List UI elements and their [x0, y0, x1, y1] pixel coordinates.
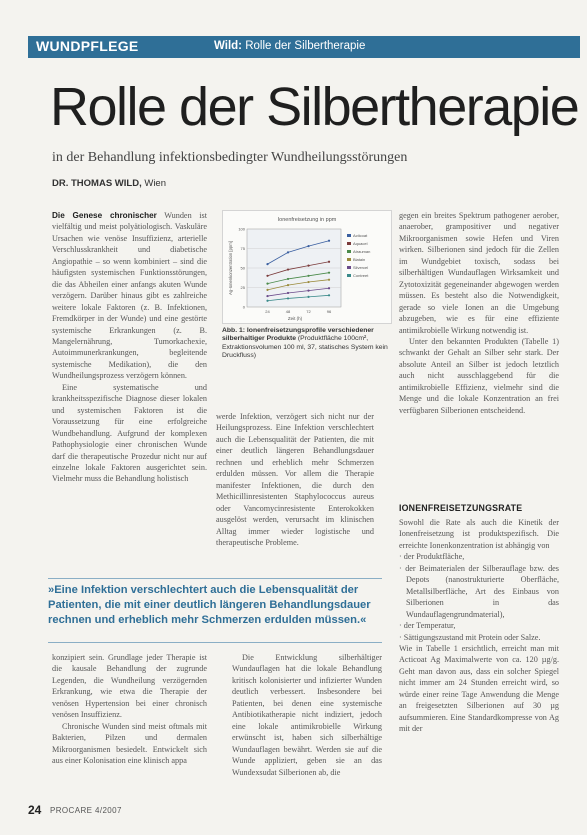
chart-y-label: Ag-Ionenkonzentration [ppm]	[228, 241, 233, 295]
x-tick-label: 48	[285, 309, 291, 314]
data-point	[328, 287, 330, 289]
y-tick-label: 75	[240, 246, 245, 251]
pull-quote-rule-bottom	[48, 642, 382, 643]
subheading: IONENFREISETZUNGSRATE	[399, 503, 523, 513]
author-line	[52, 178, 166, 189]
column-1-upper	[52, 210, 207, 485]
column-3-lower	[399, 517, 559, 735]
paragraph: werde Infektion, verzögert sich nicht nur der Heilungsprozess. Eine Infektion verschlechtert auch die Lebensqualität der Patienten, die mit einer deutlich längeren Behandlungsdauer rechnen und erheblich mehr Schmerzen erdulden müssen. Vor allem die Therapie manifester Infektionen, die durch den Methicillinresistenten Staphylococcus aureus oder Vancomycinresistente Enterokokken ausgelöst werden, verursacht im klinischen Alltag immer wieder logistische und therapeutische Probleme.	[216, 412, 374, 547]
list-item: · Sättigungszustand mit Protein oder Salze.	[399, 632, 541, 642]
data-point	[287, 297, 289, 299]
author-location: Wien	[144, 178, 167, 189]
data-point	[266, 300, 268, 302]
data-point	[328, 294, 330, 296]
caption-text: (Produktfläche 100cm², Extraktionsvolumen 100 ml, 37, statisches System kein Druckfluss)	[222, 335, 388, 359]
data-point	[307, 296, 309, 298]
data-point	[287, 284, 289, 286]
paragraph	[52, 210, 207, 382]
list-item: · der Beimaterialen der Silberauflage bzw. des Depots (nanostrukturierte Oberfläche, Metallsilberfläche, Art des Einbaus von Silberionen in das Wundauflagengrundmaterial),	[399, 563, 559, 619]
y-tick-label: 50	[240, 265, 245, 271]
pull-quote: »Eine Infektion verschlechtert auch die Lebensqualität der Patienten, die mit einer deutlich längeren Behandlungsdauer rechnen und erheblich mehr Schmerzen erdulden müssen.«	[48, 584, 371, 626]
paragraph: Wie in Tabelle 1 ersichtlich, erreicht man mit Acticoat Ag Maximalwerte von ca. 120 µg/g. Geht man davon aus, dass ein solcher Spiegel nicht immer am 24 Stunden erreicht wird, so würde einer reine Tage Anwendung die Menge an freigesetzten Silberionen auf 30 µg aufsummieren. Eine Standardkompresse von Ag mit der	[399, 643, 559, 734]
lead-in: Die Genese chronischer	[52, 211, 157, 220]
data-point	[328, 240, 330, 242]
x-tick-label: 24	[265, 309, 270, 314]
data-point	[287, 251, 289, 253]
legend-label: Aquacel	[353, 241, 368, 246]
list-item: · der Temperatur,	[399, 621, 456, 631]
legend-swatch	[347, 234, 351, 237]
line-chart	[223, 211, 391, 323]
chart-title: Ionenfreisetzung in ppm	[277, 217, 337, 223]
data-point	[266, 283, 268, 285]
data-point	[266, 275, 268, 277]
journal-name: PROCARE 4/2007	[50, 806, 122, 815]
article-subtitle: in der Behandlung infektionsbedingter Wundheilungsstörungen	[52, 150, 408, 165]
page-number: 24	[28, 803, 42, 817]
legend-label: Acticoat	[353, 233, 368, 238]
paragraph: Unter den bekannten Produkten (Tabelle 1) schwankt der Gehalt an Silber sehr stark. Der absolute Anteil an Silber ist jedoch letztlich auch nicht ausschlaggebend für die antimikrobielle Effizienz, vielmehr sind die Menge und die lokale Konzentration an frei verfügbaren Silberionen entscheidend.	[399, 336, 559, 415]
list-item: · der Produktfläche,	[399, 552, 465, 562]
data-point	[307, 281, 309, 283]
data-point	[287, 278, 289, 280]
data-point	[266, 295, 268, 297]
paragraph: Die Entwicklung silberhältiger Wundauflagen hat die lokale Behandlung kritisch kolonisierter und infizierter Wunden deutlich verbessert. Insbesondere bei Patienten, bei denen eine systemische Antibiotikatherapie nicht indiziert, jedoch eine lokale antimikrobielle Wirkung erwünscht ist, haben sich silberhältige Wundauflagen bewährt. Werden sie auf die Wunde appliziert, geben sie an das Wundexsudat Silberionen ab, die	[232, 653, 382, 777]
section-label: WUNDPFLEGE	[36, 38, 139, 54]
x-tick-label: 96	[326, 309, 332, 314]
legend-label: Biatain	[353, 257, 366, 262]
figure-caption	[222, 327, 390, 360]
x-tick-label: 72	[306, 309, 311, 314]
data-point	[307, 275, 309, 277]
author-name: DR. THOMAS WILD,	[52, 178, 142, 189]
legend-swatch	[347, 242, 351, 245]
data-point	[266, 263, 268, 265]
pull-quote-rule-top	[48, 578, 382, 579]
legend-swatch	[347, 250, 351, 253]
breadcrumb-author: Wild:	[214, 40, 242, 52]
paragraph: gegen ein breites Spektrum pathogener aerober, anaerober, grampositiver und negativer Mikroorganismen sowie Hefen und Viren wirken. Silberionen sind jedoch für die Zellen im Wundgebiet toxisch, sodass bei silberhältigen Wundauflagen Wirksamkeit und Zytotoxizität gegeneinander abgewogen werden müssen. Es besteht also die Notwendigkeit, gerade so viele Ionen an die Umgebung abzugeben, wie es für eine effiziente antimikrobielle Wirkung notwendig ist.	[399, 211, 559, 335]
data-point	[328, 261, 330, 263]
column-1-lower	[52, 652, 207, 767]
paragraph: Sowohl die Rate als auch die Kinetik der Ionenfreisetzung ist produktspezifisch. Die erreichte Ionenkonzentration ist abhängig von	[399, 518, 559, 550]
legend-swatch	[347, 258, 351, 261]
chart-legend	[347, 233, 370, 278]
data-point	[287, 292, 289, 294]
data-point	[307, 245, 309, 247]
legend-label: Contreet	[353, 273, 369, 278]
legend-label: Atrauman	[353, 249, 371, 254]
legend-swatch	[347, 274, 351, 277]
caption-label: Abb. 1: Ionenfreisetzungsprofile verschiedener silberhaltiger Produkte	[222, 327, 374, 343]
paragraph: konzipiert sein. Grundlage jeder Therapie ist die kausale Behandlung der zugrunde Legenden, die Wundheilung verzögernden Erkrankung, wie etwa die Therapie der venösen Hypertension bei einer chronisch venösen Insuffizienz.	[52, 653, 207, 720]
data-point	[307, 290, 309, 292]
data-point	[328, 279, 330, 281]
legend-swatch	[347, 266, 351, 269]
paragraph: Eine systematische und krankheitsspezifische Diagnose dieser lokalen und systemischen Faktoren ist die Voraussetzung für eine erfolgreiche Wundbehandlung. Aufgrund der komplexen Pathophysiologie einer chronischen Wunde darf die therapeutische Prozedur nicht nur auf einzelne lokale Faktoren ausgerichtet sein. Vielmehr muss die Behandlung holistisch	[52, 382, 207, 484]
y-tick-label: 25	[240, 285, 245, 290]
paragraph: Chronische Wunden sind meist oftmals mit Bakterien, Pilzen und dermalen Mikroorganismen besiedelt. Entwickelt sich aus einer Kolonisation eine klinisch appa	[52, 721, 207, 766]
column-2-lower	[232, 652, 382, 778]
data-point	[328, 272, 330, 274]
legend-label: Silvercel	[353, 265, 369, 270]
breadcrumb	[214, 40, 365, 52]
figure-chart	[222, 210, 392, 324]
paragraph-text: Wunden ist vielfältig und meist polyätiologisch. Vaskuläre Ursachen wie venöse Insuffizienz, arterielle Verschlusskrankheit und diabetische Angiopathie – so wenn kombiniert – sind die häufigsten systemischen Funktionsstörungen, die das Abheilen einer anfangs akuten Wunde verzögern. Darüber hinaus gibt es zahlreiche weitere lokale Faktoren (z. B. Infektionen, Fremdkörper in der Wunde) und eine gestörte systemische Erkrankungen (z. B. Mangelernährung, Tumorkachexie, Autoimmunerkrankungen, begleitende systemische Medikation), die den Wundheilungsprozess verzögern können.	[52, 211, 207, 381]
bullet-list	[399, 551, 559, 643]
article-title: Rolle der Silbertherapie	[50, 77, 579, 137]
data-point	[307, 265, 309, 267]
breadcrumb-topic: Rolle der Silbertherapie	[245, 40, 366, 52]
y-tick-label: 0	[242, 304, 245, 310]
column-2-upper	[216, 411, 374, 548]
chart-x-label: Zeit (h)	[287, 316, 303, 321]
y-tick-label: 100	[238, 226, 245, 232]
data-point	[266, 289, 268, 291]
data-point	[287, 268, 289, 270]
column-3-upper	[399, 210, 559, 416]
